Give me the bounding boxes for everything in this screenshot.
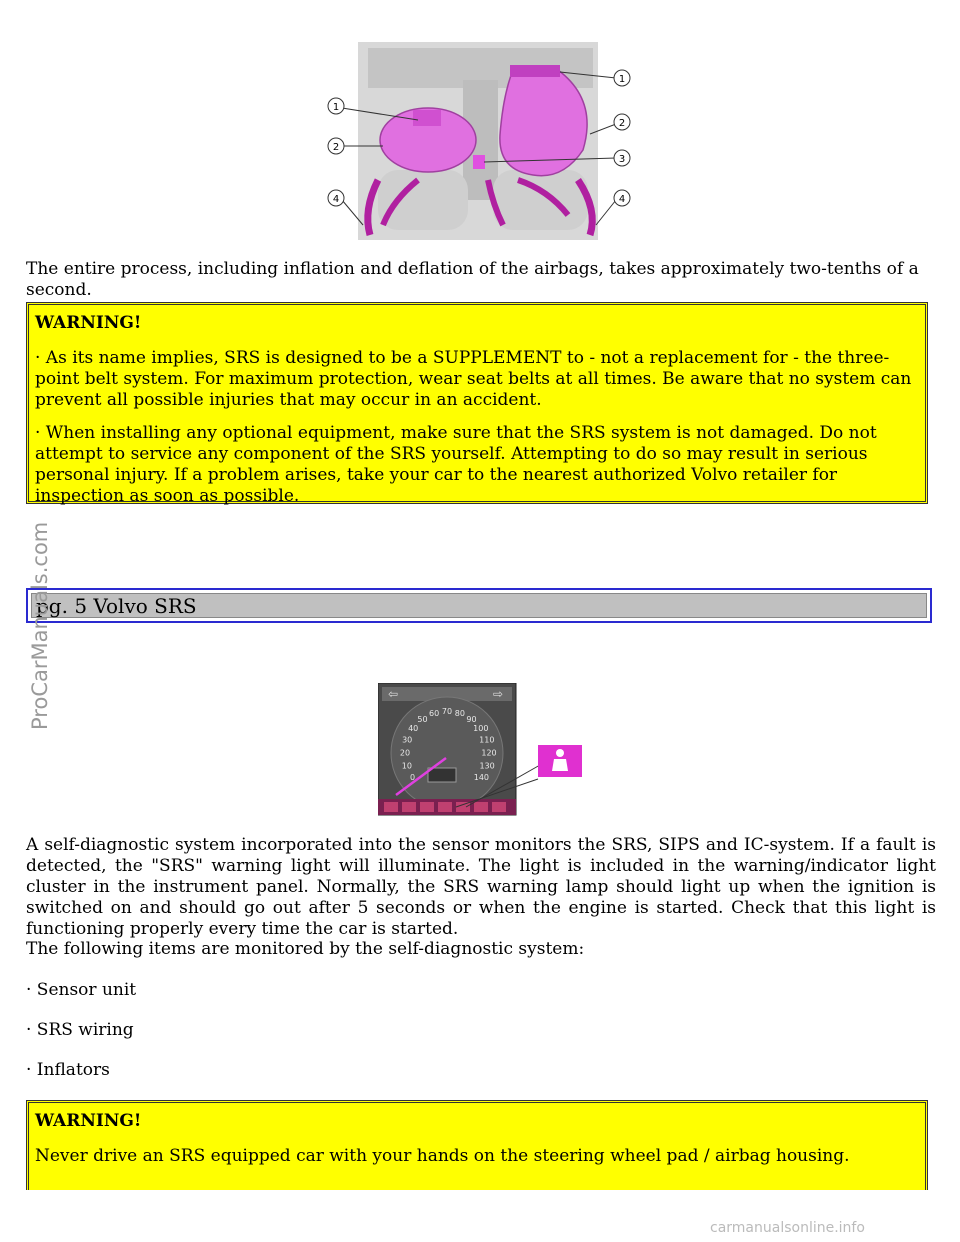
list-item: · Sensor unit [26, 980, 137, 1000]
section-heading-box [26, 588, 932, 623]
intro-paragraph: The entire process, including inflation and deflation of the airbags, takes approximately two-tenths of a second. [26, 259, 919, 300]
speedo-label: 130 [479, 761, 495, 771]
speedo-label: 0 [410, 773, 416, 783]
self-diagnostic-paragraph: A self-diagnostic system incorporated into the sensor monitors the SRS, SIPS and IC-system. If a fault is detected, the "SRS" warning light will illuminate. The light is included in the warning/indicator light cluster in the instrument panel. Normally, the SRS warning lamp should light up when the ignition is switched on and should go out after 5 seconds or when the engine is started. Check that this light is functioning properly every time the car is started. [26, 835, 936, 939]
callout-3-right: 3 [618, 154, 626, 165]
warning-item-supplement: · As its name implies, SRS is designed to be a SUPPLEMENT to - not a replacement for - the three-point belt system. For maximum protection, wear seat belts at all times. Be aware that no system can prevent all possible injuries that may occur in an accident. [35, 348, 912, 410]
warning-box-1 [26, 302, 928, 504]
warning-item-installing: · When installing any optional equipment, make sure that the SRS system is not damaged. Do not attempt to service any component of the SRS yourself. Attempting to do so may result in serious personal injury. If a problem arises, take your car to the nearest authorized Volvo retailer for inspection as soon as possible. [35, 423, 877, 506]
list-item: · Inflators [26, 1060, 110, 1080]
warning-text: Never drive an SRS equipped car with your hands on the steering wheel pad / airbag housing. [35, 1146, 850, 1166]
warning-title: WARNING! [35, 1111, 142, 1131]
monitored-items-intro: The following items are monitored by the self-diagnostic system: [26, 939, 585, 959]
list-item: · SRS wiring [26, 1020, 134, 1040]
speedo-label: 30 [402, 735, 413, 745]
callout-2-left: 2 [332, 142, 340, 153]
speedo-label: 40 [408, 724, 419, 734]
warning-title: WARNING! [35, 313, 142, 333]
side-watermark: ProCarManuals.com [28, 521, 52, 730]
speedo-label: 110 [479, 735, 495, 745]
bottom-watermark: carmanualsonline.info [710, 1220, 865, 1236]
speedo-label: 80 [454, 709, 465, 718]
callout-1-left: 1 [332, 102, 340, 113]
speedo-label: 20 [399, 748, 411, 758]
speedo-label: 90 [466, 714, 477, 724]
speedo-label: 50 [417, 714, 428, 724]
speedo-label: 10 [401, 761, 412, 771]
callout-2-right: 2 [618, 118, 626, 129]
speedo-label: 120 [481, 748, 497, 758]
speedo-label: 70 [441, 707, 453, 716]
instrument-panel-srs-light-illustration [378, 683, 588, 818]
callout-4-right: 4 [618, 194, 626, 205]
section-heading: pg. 5 Volvo SRS [31, 593, 927, 618]
callout-1-right: 1 [618, 74, 626, 85]
right-arrow-icon: ⇨ [493, 687, 504, 701]
speedo-label: 60 [429, 709, 440, 718]
speedo-label: 100 [473, 724, 489, 734]
callout-4-left: 4 [332, 194, 340, 205]
airbag-deployment-illustration [318, 40, 638, 245]
speedo-label: 140 [473, 773, 490, 783]
left-arrow-icon: ⇦ [388, 687, 399, 701]
warning-box-2 [26, 1100, 928, 1190]
